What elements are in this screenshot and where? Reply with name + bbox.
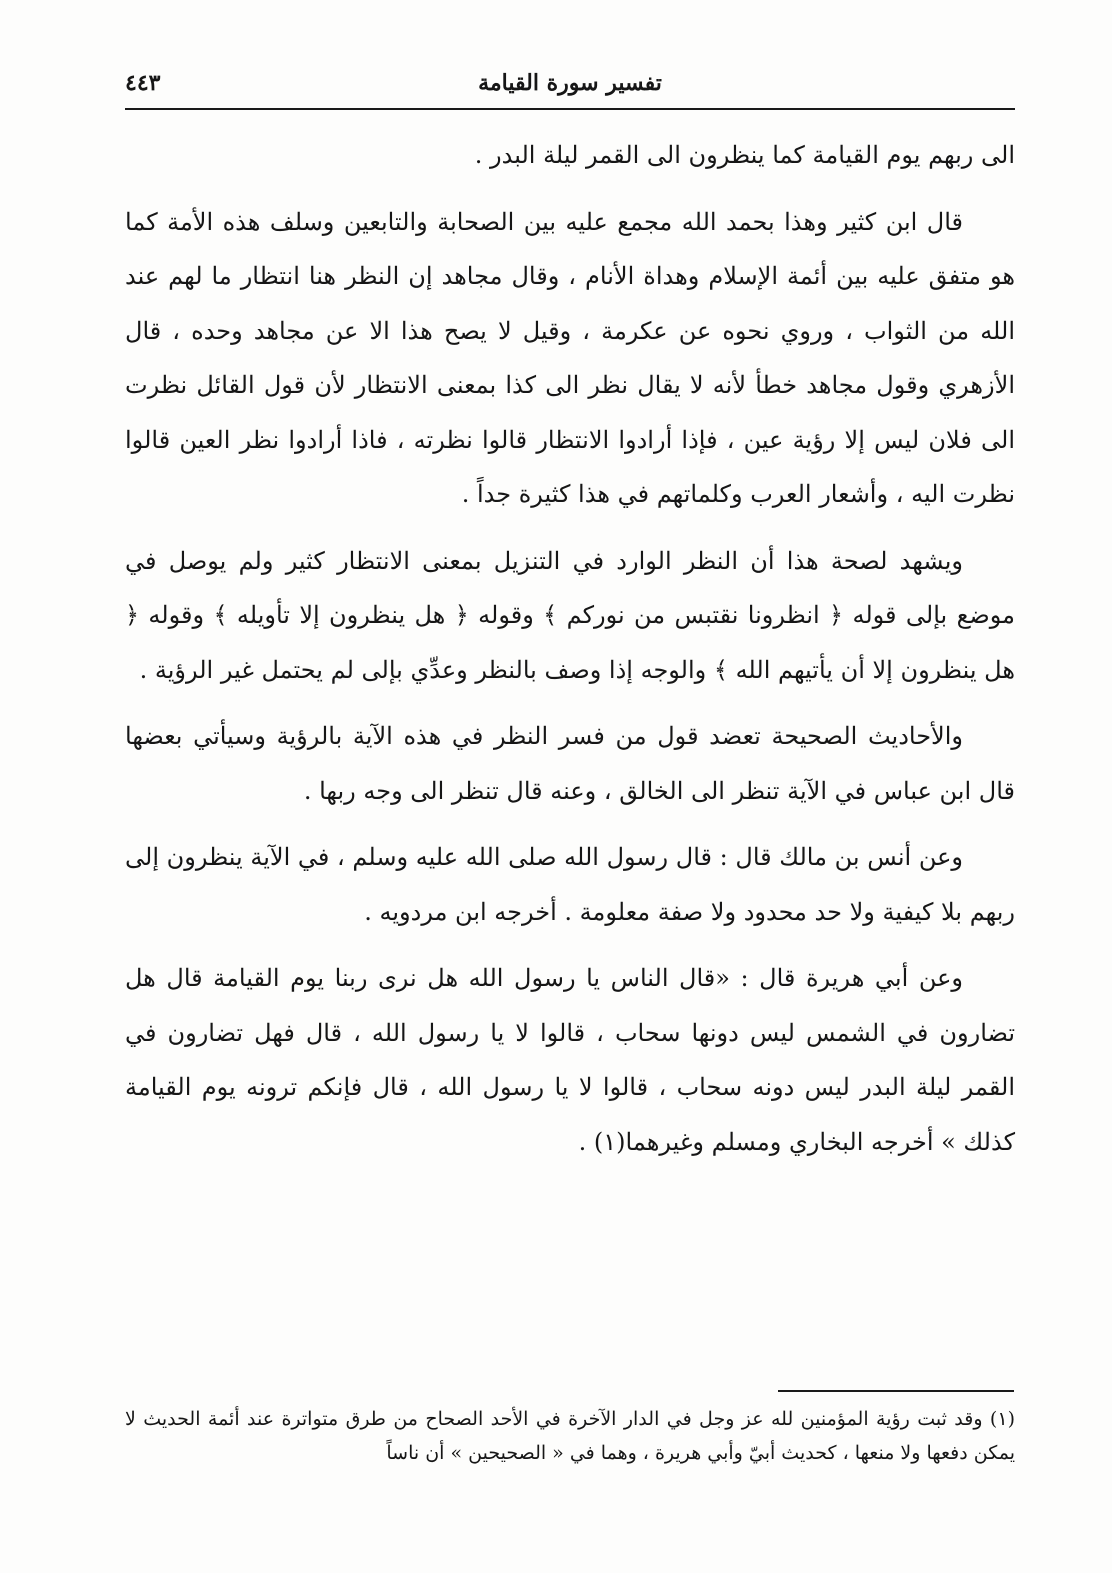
paragraph-1: الى ربهم يوم القيامة كما ينظرون الى القمر ليلة البدر . — [474, 141, 1015, 169]
header-rule — [125, 108, 1015, 110]
paragraph-3: ويشهد لصحة هذا أن النظر الوارد في التنزيل بمعنى الانتظار كثير ولم يوصل في موضع بإلى قوله ﴿ انظرونا نقتبس من نوركم ﴾ وقوله ﴿ هل ينظرون إلا تأويله ﴾ وقوله ﴿ هل ينظرون إلا أن يأتيهم الله ﴾ والوجه إذا وصف بالنظر وعدِّي بإلى لم يحتمل غير الرؤية . — [125, 546, 1015, 684]
page-number: ٤٤٣ — [125, 70, 161, 96]
paragraph-5: وعن أنس بن مالك قال : قال رسول الله صلى الله عليه وسلم ، في الآية ينظرون إلى ربهم بلا كيفية ولا حد محدود ولا صفة معلومة . أخرجه ابن مردويه . — [125, 843, 1015, 926]
paragraph-4: والأحاديث الصحيحة تعضد قول من فسر النظر في هذه الآية بالرؤية وسيأتي بعضها قال ابن عباس في الآية تنظر الى الخالق ، وعنه قال تنظر الى وجه ربها . — [125, 722, 1015, 805]
footnote — [125, 1402, 1015, 1470]
paragraph-2: قال ابن كثير وهذا بحمد الله مجمع عليه بين الصحابة والتابعين وسلف هذه الأمة كما هو متفق عليه بين أئمة الإسلام وهداة الأنام ، وقال مجاهد إن النظر هنا انتظار ما لهم عند الله من الثواب ، وروي نحوه عن عكرمة ، وقيل لا يصح هذا الا عن مجاهد وحده ، قال الأزهري وقول مجاهد خطأ لأنه لا يقال نظر الى كذا بمعنى الانتظار لأن قول القائل نظرت الى فلان ليس إلا رؤية عين ، فإذا أرادوا الانتظار قالوا نظرته ، فاذا أرادوا نظر العين قالوا نظرت اليه ، وأشعار العرب وكلماتهم في هذا كثيرة جداً . — [125, 207, 1015, 508]
footnote-text: (١) وقد ثبت رؤية المؤمنين لله عز وجل في الدار الآخرة في الأحد الصحاح من طرق متواترة عند أئمة الحديث لا يمكن دفعها ولا منعها ، كحديث أبيّ وأبي هريرة ، وهما في « الصحيحين » أن ناساً — [125, 1408, 1015, 1464]
page-header — [125, 66, 1015, 104]
body-text — [125, 128, 1015, 1181]
paragraph-6: وعن أبي هريرة قال : «قال الناس يا رسول الله هل نرى ربنا يوم القيامة قال هل تضارون في الشمس ليس دونها سحاب ، قالوا لا يا رسول الله ، قال فهل تضارون في القمر ليلة البدر ليس دونه سحاب ، قالوا لا يا رسول الله ، قال فإنكم ترونه يوم القيامة كذلك » أخرجه البخاري ومسلم وغيرهما(١) . — [125, 964, 1015, 1156]
footnote-rule — [778, 1390, 1014, 1392]
running-title: تفسير سورة القيامة — [478, 70, 662, 96]
